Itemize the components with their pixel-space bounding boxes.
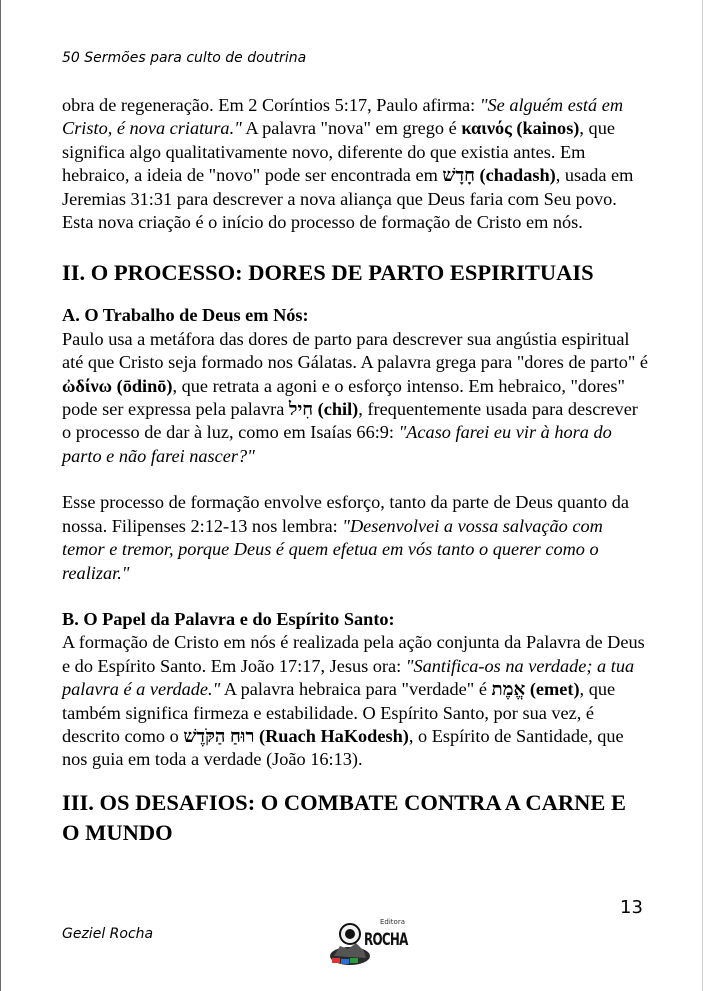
publisher-logo	[328, 918, 408, 968]
paragraph-b1: A formação de Cristo em nós é realizada pela ação conjunta da Palavra de Deus e do Espírito Santo. Em João 17:17, Jesus ora: "Santifica-os na verdade; a tua palavra é a verdade." A palavra hebraica para "verdade" é אֱמֶת (emet), que também significa firmeza e estabilidade. O Espírito Santo, por sua vez, é descrito como o רוּחַ הַקֹּדֶשׁ (Ruach HaKodesh), o Espírito de Santidade, que nos guia em toda a verdade (João 16:13).	[62, 632, 645, 770]
term-kainos: καινός (kainos)	[461, 118, 580, 139]
page-edge-left	[0, 0, 1, 991]
section-heading-process: II. O PROCESSO: DORES DE PARTO ESPIRITUAIS	[62, 260, 594, 286]
paragraph-a1: Paulo usa a metáfora das dores de parto para descrever sua angústia espiritual até que Cristo seja formado nos Gálatas. A palavra grega para "dores de parto" é ὠδίνω (ōdinō), que retrata a agoni e o esforço intenso. Em hebraico, "dores" pode ser expressa pela palavra חִיל (chil), frequentemente usada para descrever o processo de dar à luz, como em Isaías 66:9: "Acaso farei eu vir à hora do parto e não farei nascer?"	[62, 328, 648, 466]
page-body	[62, 94, 648, 848]
subheading-a: A. O Trabalho de Deus em Nós:	[62, 305, 309, 326]
logo-rocha: ROCHA	[364, 930, 408, 950]
intro-paragraph: obra de regeneração. Em 2 Coríntios 5:17, Paulo afirma: "Se alguém está em Cristo, é nova criatura." A palavra "nova" em grego é καινός (kainos), que significa algo qualitativamente novo, diferente do que existia antes. Em hebraico, a ideia de "novo" pode ser encontrada em חָדָשׁ (chadash), usada em Jeremias 31:31 para descrever a nova aliança que Deus faria com Seu povo. Esta nova criação é o início do processo de formação de Cristo em nós.	[62, 95, 634, 233]
section-heading-desafios: III. OS DESAFIOS: O COMBATE CONTRA A CARNE E O MUNDO	[62, 789, 627, 845]
term-emet: אֱמֶת (emet)	[491, 679, 580, 700]
logo-editora: Editora	[380, 918, 406, 926]
term-chil: חִיל (chil)	[288, 399, 359, 420]
term-chadash: חָדָשׁ (chadash)	[442, 165, 556, 186]
page-number: 13	[620, 897, 643, 918]
subheading-b: B. O Papel da Palavra e do Espírito Santo:	[62, 608, 395, 629]
paragraph-a2: Esse processo de formação envolve esforço, tanto da parte de Deus quanto da nossa. Filipenses 2:12-13 nos lembra: "Desenvolvei a vossa salvação com temor e tremor, porque Deus é quem efetua em vós tanto o querer como o realizar."	[62, 492, 630, 583]
quote-2corinthians: "Se alguém está em Cristo, é nova criatura."	[62, 95, 624, 139]
author-name: Geziel Rocha	[62, 926, 154, 942]
term-odino: ὠδίνω (ōdinō)	[62, 375, 173, 396]
quote-filipenses: "Desenvolvei a vossa salvação com temor e tremor, porque Deus é quem efetua em vós tanto o querer como o realizar."	[62, 515, 603, 583]
term-ruach-hakodesh: רוּחַ הַקֹּדֶשׁ (Ruach HaKodesh)	[183, 725, 409, 746]
running-header: 50 Sermões para culto de doutrina	[62, 50, 307, 66]
quote-isaias: "Acaso farei eu vir à hora do parto e não farei nascer?"	[62, 422, 612, 466]
quote-joao: "Santifica-os na verdade; a tua palavra é a verdade."	[62, 655, 635, 700]
